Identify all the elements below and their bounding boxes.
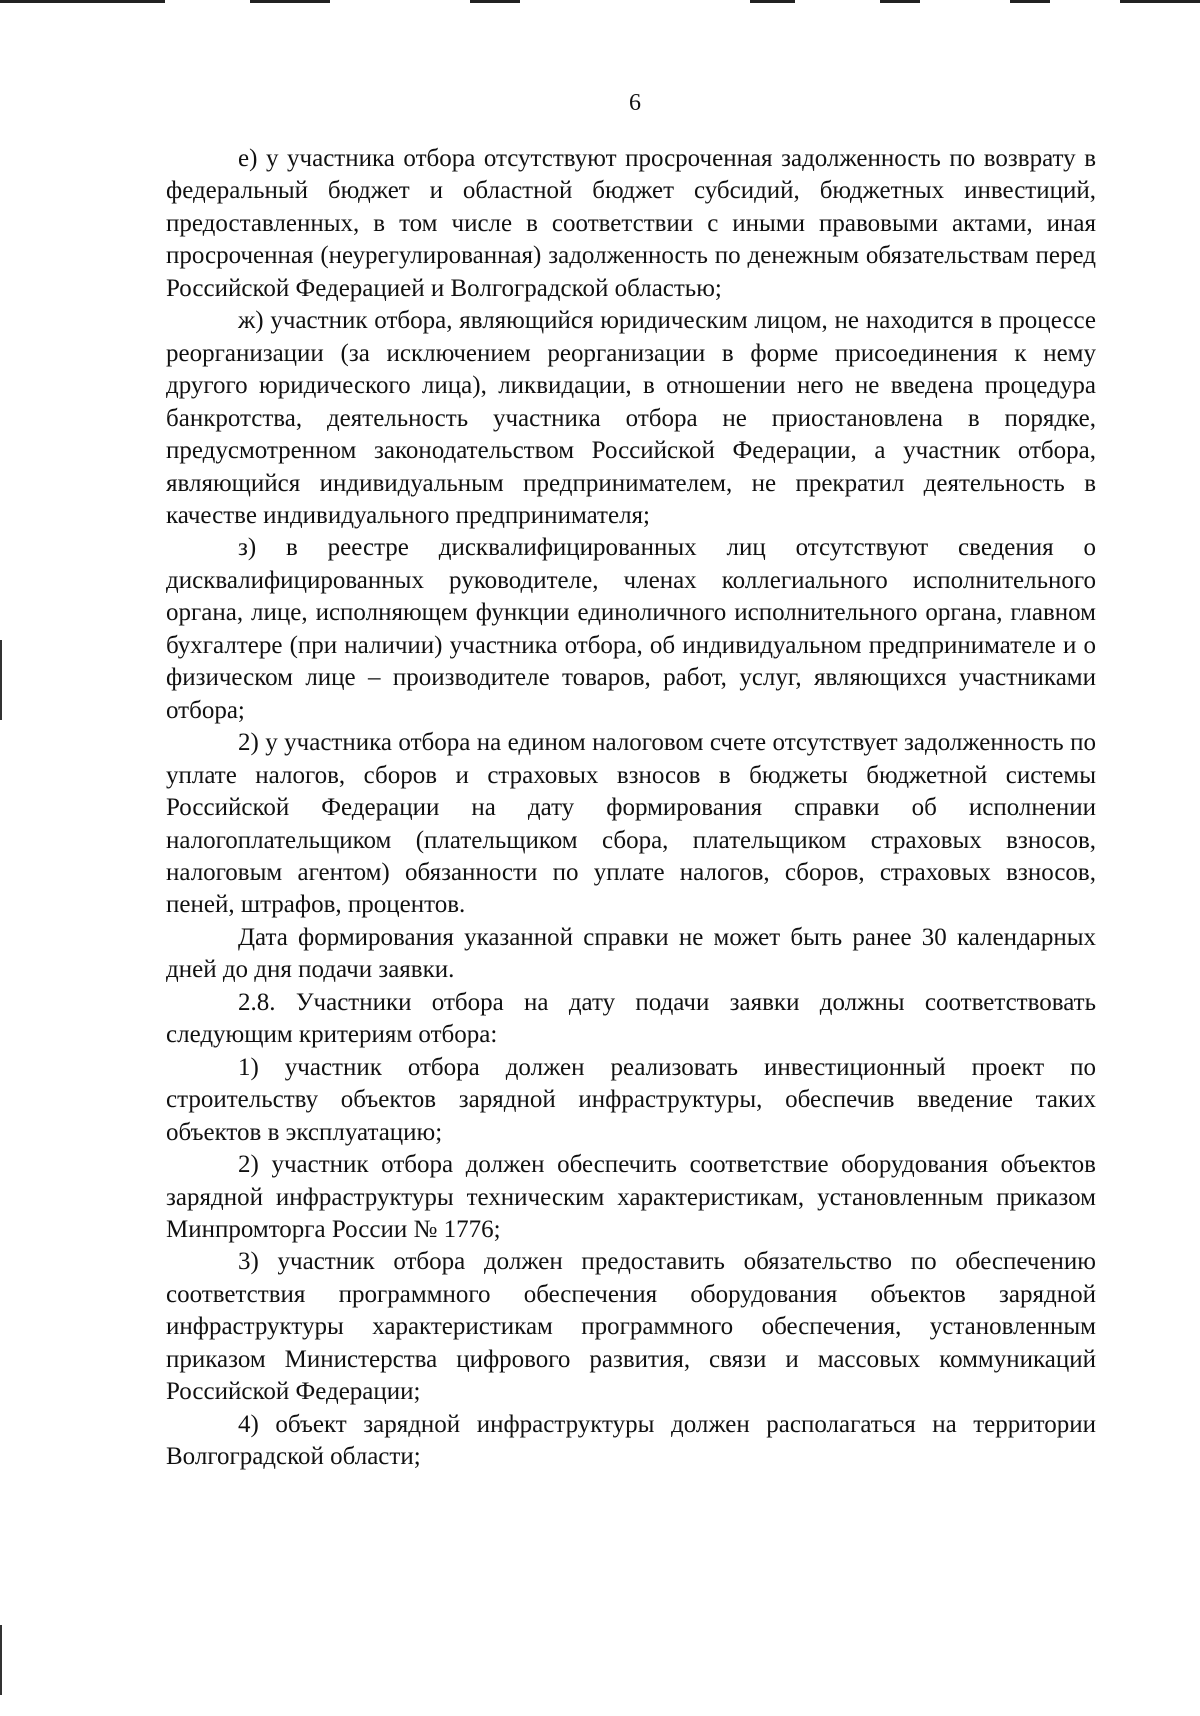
- paragraph: 2) у участника отбора на едином налоговом счете отсутствует задолженность по уплате налогов, сборов и страховых взносов в бюджеты бюджетной системы Российской Федерации на дату формирования справки об исполнении налогоплательщиком (плательщиком сбора, плательщиком страховых взносов, налоговым агентом) обязанности по уплате налогов, сборов, страховых взносов, пеней, штрафов, процентов.: [166, 729, 1096, 919]
- scan-edge-top: [0, 0, 1200, 3]
- paragraph: 2.8. Участники отбора на дату подачи заявки должны соответствовать следующим критериям отбора:: [166, 988, 1096, 1049]
- paragraph: Дата формирования указанной справки не может быть ранее 30 календарных дней до дня подачи заявки.: [166, 923, 1096, 984]
- page-number: 6: [629, 90, 641, 116]
- paragraph: 4) объект зарядной инфраструктуры должен располагаться на территории Волгоградской области;: [166, 1410, 1096, 1471]
- scan-edge-left: [0, 1625, 2, 1695]
- scan-edge-left: [0, 640, 2, 720]
- paragraph: 3) участник отбора должен предоставить обязательство по обеспечению соответствия программного обеспечения оборудования объектов зарядной инфраструктуры характеристикам программного обеспечения, установленным приказом Министерства цифрового развития, связи и массовых коммуникаций Российской Федерации;: [166, 1248, 1096, 1406]
- paragraph: з) в реестре дисквалифицированных лиц отсутствуют сведения о дисквалифицированных руководителе, членах коллегиального исполнительного органа, лице, исполняющем функции единоличного исполнительного органа, главном бухгалтере (при наличии) участника отбора, об индивидуальном предпринимателе и о физическом лице – производителе товаров, работ, услуг, являющихся участниками отбора;: [166, 534, 1096, 724]
- document-body: [166, 143, 1096, 1474]
- paragraph: е) у участника отбора отсутствуют просроченная задолженность по возврату в федеральный бюджет и областной бюджет субсидий, бюджетных инвестиций, предоставленных, в том числе в соответствии с иными правовыми актами, иная просроченная (неурегулированная) задолженность по денежным обязательствам перед Российской Федерацией и Волгоградской областью;: [166, 145, 1096, 302]
- paragraph: ж) участник отбора, являющийся юридическим лицом, не находится в процессе реорганизации (за исключением реорганизации в форме присоединения к нему другого юридического лица), ликвидации, в отношении него не введена процедура банкротства, деятельность участника отбора не приостановлена в порядке, предусмотренном законодательством Российской Федерации, а участник отбора, являющийся индивидуальным предпринимателем, не прекратил деятельность в качестве индивидуального предпринимателя;: [166, 307, 1096, 529]
- paragraph: 1) участник отбора должен реализовать инвестиционный проект по строительству объектов зарядной инфраструктуры, обеспечив введение таких объектов в эксплуатацию;: [166, 1053, 1096, 1146]
- paragraph: 2) участник отбора должен обеспечить соответствие оборудования объектов зарядной инфраструктуры техническим характеристикам, установленным приказом Минпромторга России № 1776;: [166, 1151, 1096, 1243]
